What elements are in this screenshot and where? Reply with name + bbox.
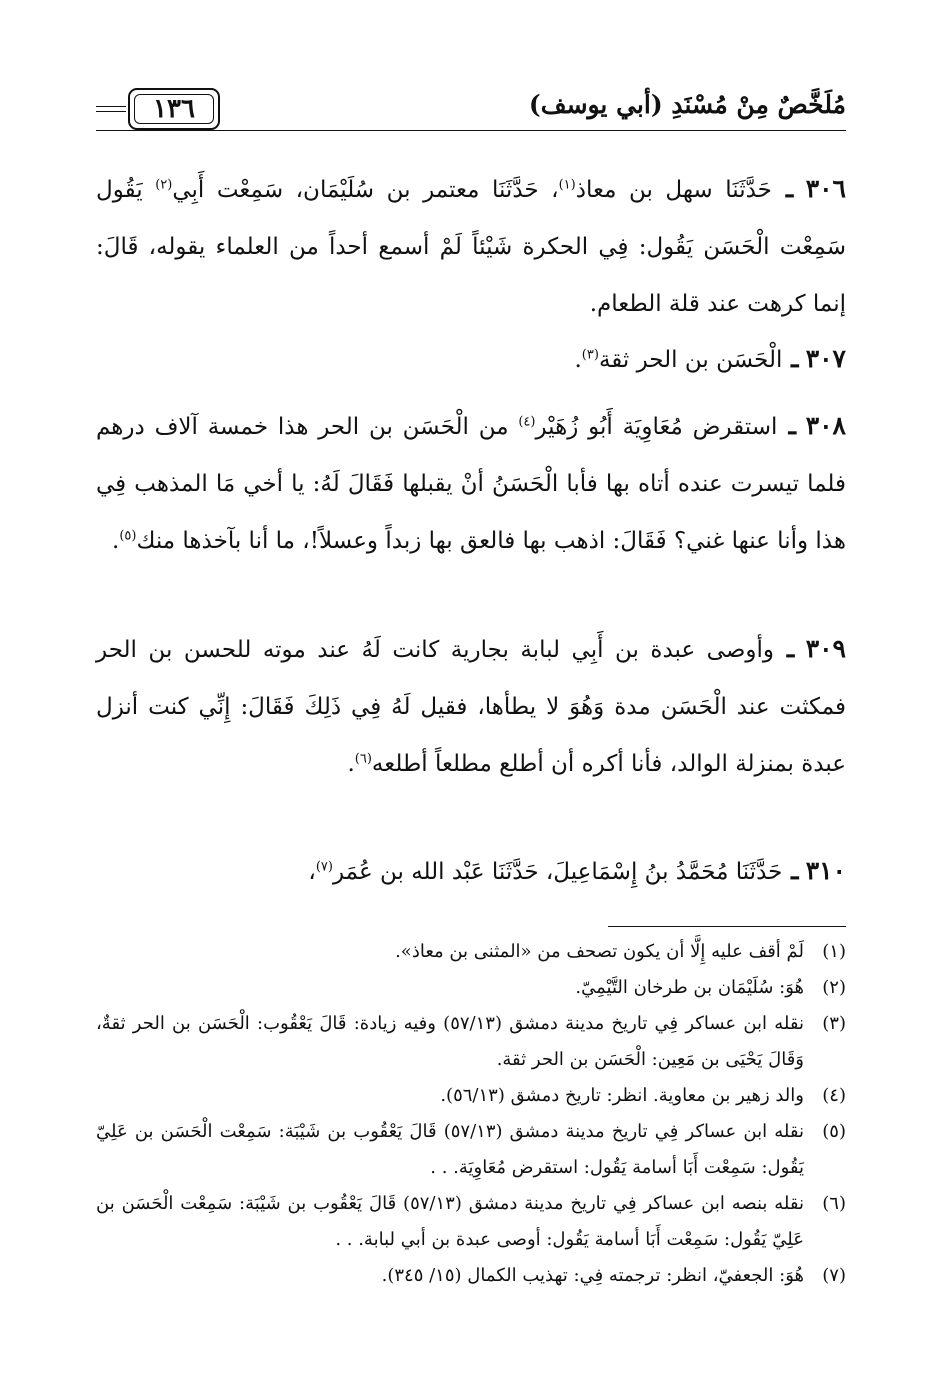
entry-number: ٣٠٩: [805, 634, 846, 663]
header-ornament-line: [96, 106, 126, 112]
footnote-separator: [608, 926, 846, 927]
entry-text: حَدَّثَنَا مُحَمَّدُ بنُ إِسْمَاعِيلَ، حَدَّثَنَا عَبْد الله بن عُمَر: [332, 859, 783, 885]
footnote-text: لَمْ أقف عليه إِلَّا أن يكون تصحف من «المثنى بن معاذ».: [395, 941, 804, 962]
entry-text: .: [347, 751, 355, 777]
footnote-item: [96, 1078, 846, 1114]
page-header: [96, 86, 846, 134]
footnote-text: نقله ابن عساكر فِي تاريخ مدينة دمشق (٥٧/١٣) وفيه زيادة: قَالَ يَعْقُوب: الْحَسَن بن الحر ثقةٌ، وَقَالَ يَحْيَى بن مَعِين: الْحَسَن بن الحر ثقة.: [96, 1013, 804, 1070]
footnote-ref[interactable]: (٦): [354, 751, 372, 767]
footnote-number: (٤): [822, 1085, 846, 1106]
footnote-item: [96, 1006, 846, 1078]
entry-number: ٣٠٨: [805, 411, 846, 440]
header-rule: [96, 130, 846, 131]
footnote-text: نقله ابن عساكر فِي تاريخ مدينة دمشق (٥٧/١٣) قَالَ يَعْقُوب بن شَيْبَة: سَمِعْت الْحَسَن بن عَلِيّ يَقُول: سَمِعْت أَبَا أسامة يَقُول: استقرض مُعَاوِيَة. . .: [96, 1121, 804, 1178]
entry-text: وأوصى عبدة بن أَبِي لبابة بجارية كانت لَهُ عند موته للحسن بن الحر فمكثت عند الْحَسَن مدة وَهُوَ لا يطأها، فقيل لَهُ فِي ذَلِكَ فَقَالَ: إِنِّي كنت أنزل عبدة بمنزلة الوالد، فأنا أكره أن أطلع مطلعاً أطلعه: [96, 637, 846, 777]
footnote-text: هُوَ: الجعفيّ، انظر: ترجمته فِي: تهذيب الكمال (١٥/ ٣٤٥).: [381, 1265, 804, 1286]
footnote-item: [96, 934, 846, 970]
footnote-number: (٣): [822, 1013, 846, 1034]
footnote-ref[interactable]: (٥): [119, 528, 137, 544]
footnote-ref[interactable]: (٧): [315, 859, 333, 875]
footnote-number: (٧): [822, 1265, 846, 1286]
page-number: ١٣٦: [153, 94, 195, 124]
page-number-frame: [128, 88, 220, 130]
hadith-entry-306: ٣٠٦ ـ حَدَّثَنَا سهل بن معاذ$^{(١)}$، حَدَّثَنَا معتمر بن سُلَيْمَان، سَمِعْت أَبِي$^{(٢)}$ يَقُول سَمِعْت الْحَسَن يَقُول: فِي الحكرة شَيْئاً لَمْ أسمع أحداً من العلماء يقوله، قَالَ: إنما كرهت عند قلة الطعام.: [96, 174, 846, 317]
footnote-number: (١): [822, 941, 846, 962]
footnote-ref[interactable]: (٢): [155, 177, 173, 193]
footnote-text: هُوَ: سُلَيْمَان بن طرخان التَّيْمِيّ.: [575, 977, 804, 998]
hadith-entry-308: ٣٠٨ ـ استقرض مُعَاوِيَة أَبُو زُهَيْر$^{(٤)}$ من الْحَسَن بن الحر هذا خمسة آلاف درهم فلما تيسرت عنده أتاه بها فأبا الْحَسَنُ أنْ يقبلها فَقَالَ لَهُ: يا أخي مَا المذهب فِي هذا وأنا عنها غني؟ فَقَالَ: اذهب بها فالعق بها زبداً وعسلاً!، ما أنا بآخذها منك$^{(٥)}$.: [96, 411, 846, 554]
entry-text: الْحَسَن بن الحر ثقة: [598, 347, 783, 373]
hadith-entry-307: ٣٠٧ ـ الْحَسَن بن الحر ثقة$^{(٣)}$.: [574, 344, 846, 373]
entry-text: يَقُول سَمِعْت الْحَسَن يَقُول: فِي الحكرة شَيْئاً لَمْ أسمع أحداً من العلماء يقوله، قَالَ: إنما كرهت عند قلة الطعام.: [96, 177, 846, 317]
footnote-item: [96, 1186, 846, 1258]
entry-text: من الْحَسَن بن الحر هذا خمسة آلاف درهم فلما تيسرت عنده أتاه بها فأبا الْحَسَنُ أنْ يقبلها فَقَالَ لَهُ: يا أخي مَا المذهب فِي هذا وأنا عنها غني؟ فَقَالَ: اذهب بها فالعق بها زبداً وعسلاً!، ما أنا بآخذها منك: [96, 414, 846, 554]
hadith-entry-310: ٣١٠ ـ حَدَّثَنَا مُحَمَّدُ بنُ إِسْمَاعِيلَ، حَدَّثَنَا عَبْد الله بن عُمَر$^{(٧)}$،: [308, 856, 846, 885]
footnote-ref[interactable]: (٣): [581, 347, 599, 363]
footnote-item: [96, 1114, 846, 1186]
page-title: مُلَخَّصٌ مِنْ مُسْنَدِ (أبي يوسف): [528, 90, 846, 119]
footnote-number: (٢): [822, 977, 846, 998]
entry-text: حَدَّثَنَا سهل بن معاذ: [575, 177, 772, 203]
entry-text: .: [574, 347, 582, 373]
entry-text: ، حَدَّثَنَا معتمر بن سُلَيْمَان، سَمِعْت أَبِي: [172, 177, 559, 203]
footnote-number: (٦): [822, 1193, 846, 1214]
footnote-item: [96, 970, 846, 1006]
footnote-number: (٥): [822, 1121, 846, 1142]
entry-text: استقرض مُعَاوِيَة أَبُو زُهَيْر: [535, 414, 778, 440]
footnote-text: نقله بنصه ابن عساكر فِي تاريخ مدينة دمشق (٥٧/١٣) قَالَ يَعْقُوب بن شَيْبَة: سَمِعْت الْحَسَن بن عَلِيّ يَقُول: سَمِعْت أَبَا أسامة يَقُول: أوصى عبدة بن أبي لبابة. . .: [96, 1193, 804, 1250]
entry-text: ،: [308, 859, 316, 885]
footnotes: [96, 934, 846, 1294]
footnote-item: [96, 1258, 846, 1294]
footnote-text: والد زهير بن معاوية. انظر: تاريخ دمشق (٥٦/١٣).: [440, 1085, 804, 1106]
hadith-entry-309: ٣٠٩ ـ وأوصى عبدة بن أَبِي لبابة بجارية كانت لَهُ عند موته للحسن بن الحر فمكثت عند الْحَسَن مدة وَهُوَ لا يطأها، فقيل لَهُ فِي ذَلِكَ فَقَالَ: إِنِّي كنت أنزل عبدة بمنزلة الوالد، فأنا أكره أن أطلع مطلعاً أطلعه$^{(٦)}$.: [96, 634, 846, 777]
entry-number: ٣٠٦: [805, 174, 846, 203]
entry-number: ٣١٠: [805, 856, 846, 885]
entry-number: ٣٠٧: [805, 344, 846, 373]
entry-text: .: [112, 528, 120, 554]
footnote-ref[interactable]: (١): [558, 177, 576, 193]
footnote-ref[interactable]: (٤): [518, 414, 536, 430]
